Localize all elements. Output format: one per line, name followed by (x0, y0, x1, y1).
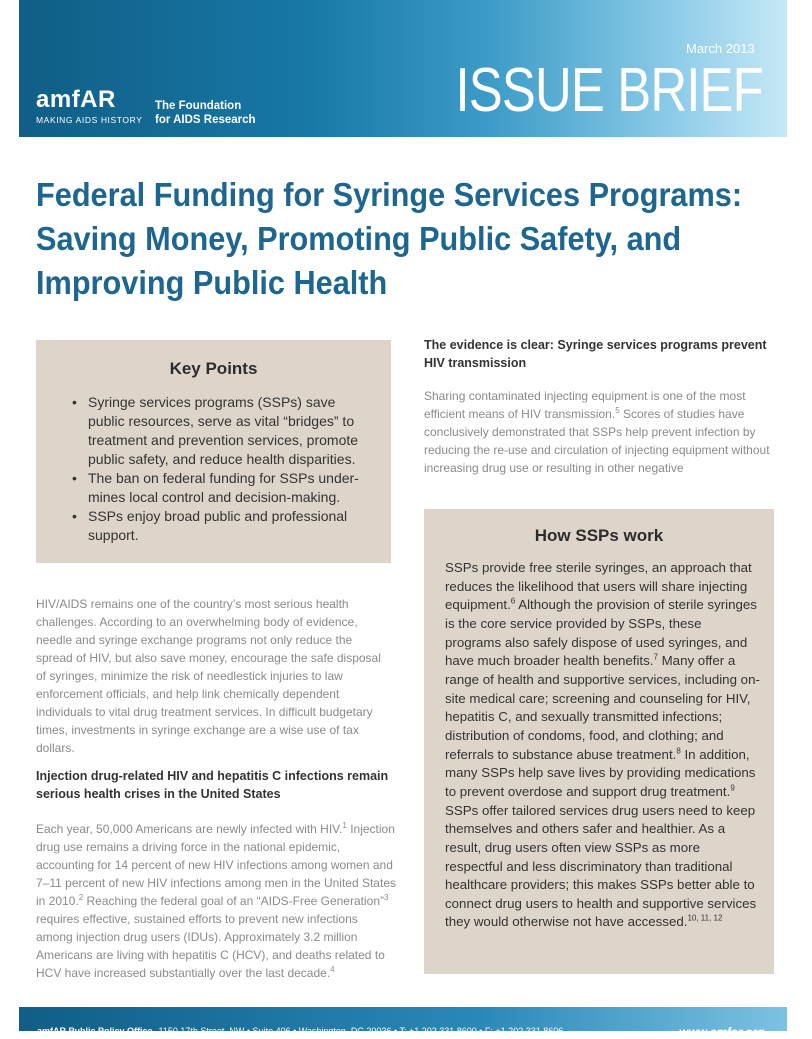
key-point-item: • The ban on federal funding for SSPs under-mines local control and decision-making. (88, 469, 368, 507)
key-points-list (36, 393, 368, 545)
key-points-box (36, 340, 391, 563)
injection-section-paragraph: Each year, 50,000 Americans are newly infected with HIV.$^1$ Injection drug use remains a driving force in the national epidemic, accounting for 14 percent of new HIV infections among women and 7–11 percent of new HIV infections among men in the United States in 2010.$^2$ Reaching the federal goal of an “AIDS-Free Generation”$^3$ requires effective, sustained efforts to prevent new infections among injection drug users (IDUs). Approximately 3.2 million Americans are living with hepatitis C (HCV), and deaths related to HCV have increased substantially over the last decade.$^4$ (36, 821, 396, 980)
page-title: Federal Funding for Syringe Services Programs: Saving Money, Promoting Public Safety, and Improving Public Health (36, 176, 743, 301)
footnote-ref[interactable]: 7 (653, 652, 658, 662)
intro-paragraph: HIV/AIDS remains one of the country’s most serious health challenges. According to an overwhelming body of evidence, needle and syringe exchange programs not only reduce the spread of HIV, but also save money, encourage the safe disposal of syringes, minimize the risk of needlestick injuries to law enforcement officials, and help link chemically dependent individuals to vital drug treatment services. In difficult budgetary times, investments in syringe exchange are a wise use of tax dollars. (36, 597, 381, 755)
footnote-ref[interactable]: 5 (615, 406, 620, 415)
footer-office: amfAR Public Policy Office (37, 1026, 153, 1036)
footnote-ref[interactable]: 3 (384, 893, 389, 902)
key-point-item: • Syringe services programs (SSPs) save public resources, serve as vital “bridges” to treatment and prevention services, promote public safety, and reduce health disparities. (88, 393, 368, 469)
foundation-name (155, 99, 256, 127)
footnote-ref[interactable]: 1 (342, 821, 347, 830)
foundation-line-2: for AIDS Research (155, 114, 256, 126)
doc-type-title: ISSUE BRIEF (455, 56, 763, 125)
logo-wordmark: amfAR (36, 86, 116, 113)
injection-section-heading: Injection drug-related HIV and hepatitis C infections remain serious health crises in the United States (36, 769, 389, 801)
footer-url-link[interactable]: www.amfar.org (679, 1025, 765, 1039)
how-ssps-work-heading: How SSPs work (534, 526, 664, 545)
how-ssps-work-text: SSPs provide free sterile syringes, an approach that reduces the likelihood that users will share injecting equipment.$^6$ Although the provision of sterile syringes is the core service provided by SSPs, these programs also safely dispose of used syringes, and have much broader health benefits.$^7$ Many offer a range of health and supportive services, including on-site medical care; screening and counseling for HIV, hepatitis C, and sexually transmitted infections; distribution of condoms, food, and clothing; and referrals to substance abuse treatment.$^8$ In addition, many SSPs help save lives by providing medications to prevent overdose and support drug treatment.$^9$ SSPs offer tailored services drug users need to keep themselves and others safer and healthier. As a result, drug users often view SSPs as more respectful and less discriminatory than traditional healthcare providers; this makes SSPs better able to connect drug users to health and supportive services they would otherwise not have accessed.$^{10, 11, 12}$ (445, 560, 760, 930)
amfar-logo[interactable] (36, 88, 143, 125)
footer-bar (19, 1007, 787, 1039)
footnote-ref[interactable]: 8 (676, 746, 681, 756)
footer-address-line: 1150 17th Street, NW • Suite 406 • Washington, DC 20036 • T: +1 202 331 8600 • F: +1 202 331 8606 (158, 1026, 564, 1036)
evidence-section-paragraph: Sharing contaminated injecting equipment is one of the most efficient means of HIV transmission.$^5$ Scores of studies have conclusively demonstrated that SSPs help prevent infection by reducing the re-use and circulation of injecting equipment without increasing drug use or resulting in other negative (424, 389, 770, 475)
key-points-heading: Key Points (169, 359, 258, 378)
how-ssps-work-box (424, 509, 774, 974)
footnote-ref[interactable]: 2 (78, 893, 84, 902)
logo-tagline: MAKING AIDS HISTORY (36, 115, 143, 125)
footnote-ref[interactable]: 6 (510, 596, 516, 606)
footer-address (37, 1026, 563, 1036)
key-point-item: • SSPs enjoy broad public and professional support. (88, 507, 368, 545)
footnote-ref[interactable]: 4 (330, 965, 335, 974)
footnote-ref[interactable]: 9 (730, 783, 735, 793)
foundation-line-1: The Foundation (155, 100, 242, 112)
evidence-section-heading: The evidence is clear: Syringe services programs prevent HIV transmission (424, 338, 767, 370)
footnote-ref[interactable]: 10, 11, 12 (687, 914, 723, 924)
issue-date: March 2013 (686, 41, 755, 56)
